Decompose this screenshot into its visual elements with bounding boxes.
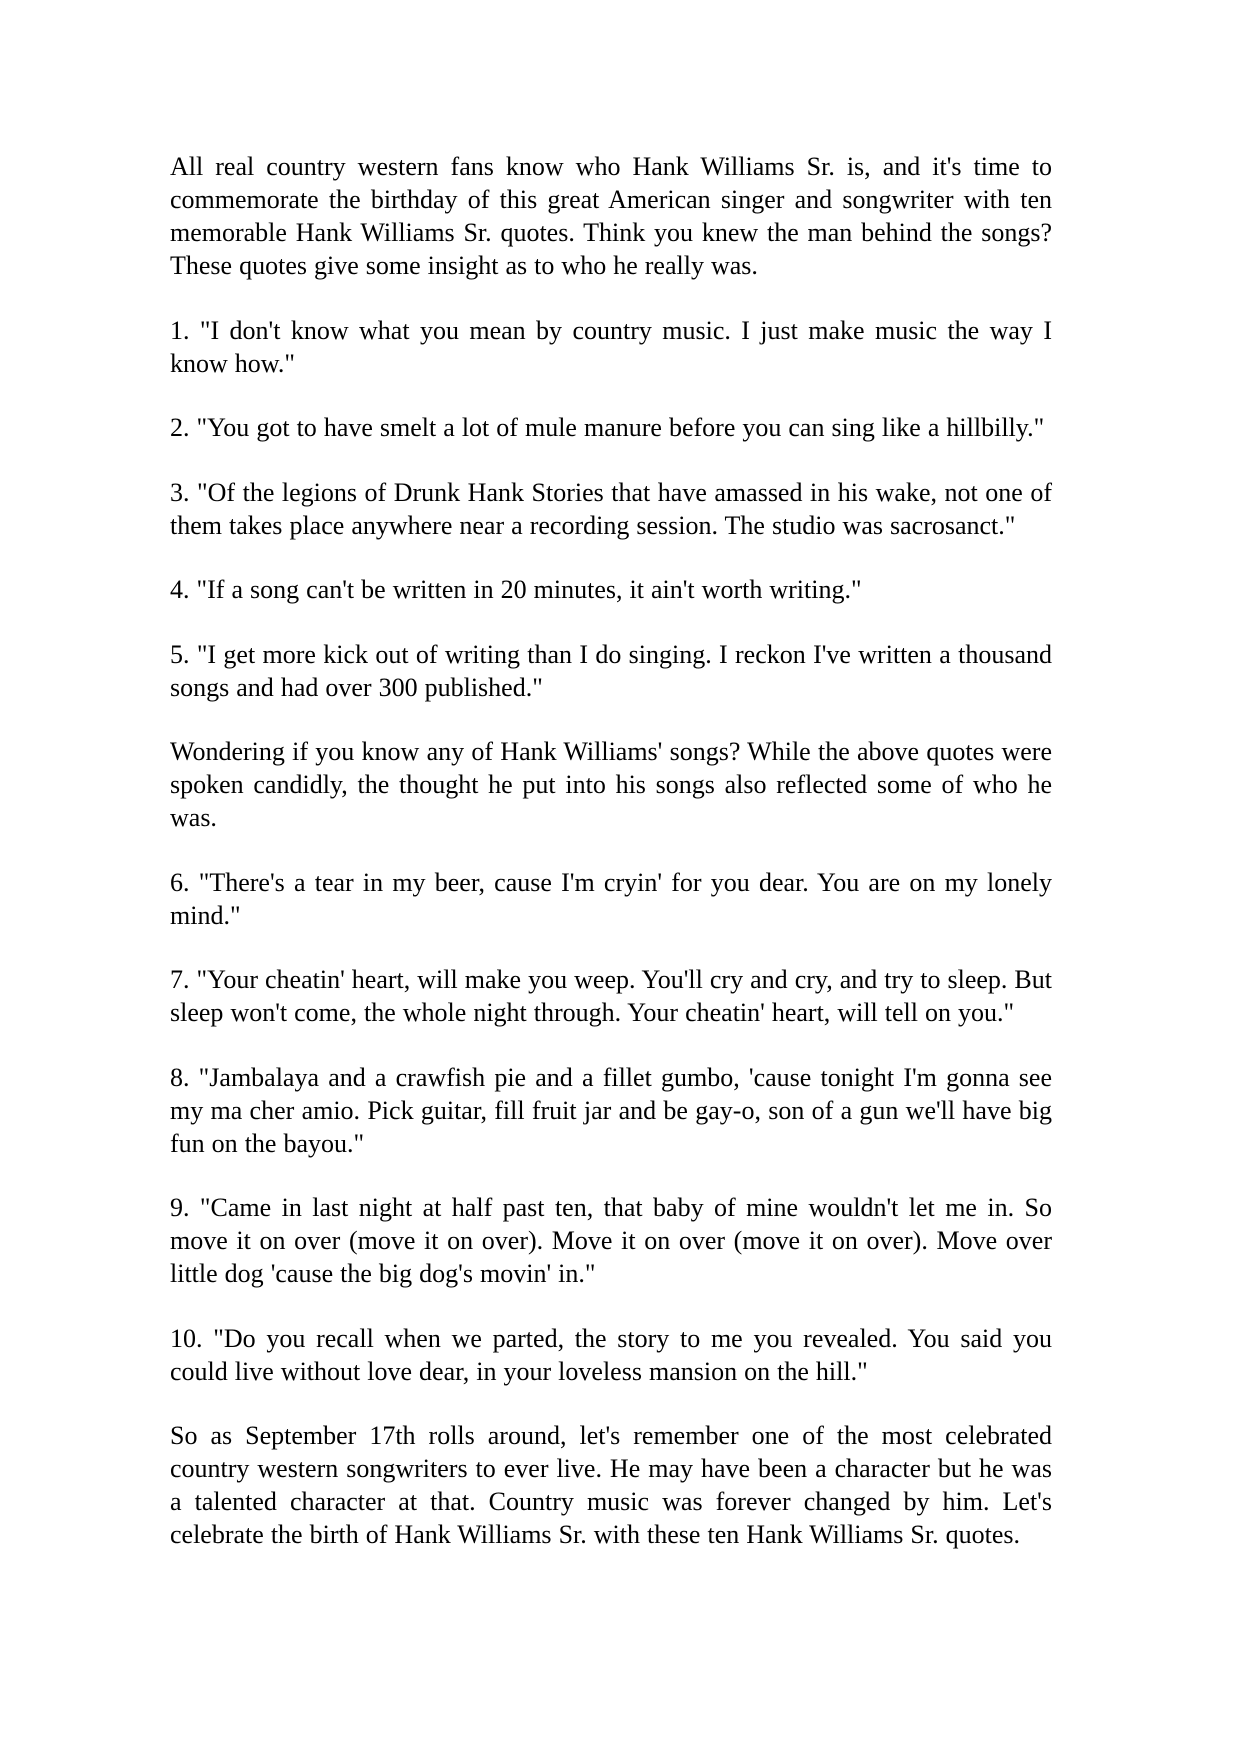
quote-item-4: 4. "If a song can't be written in 20 minutes, it ain't worth writing.": [170, 575, 862, 604]
quote-item-6: 6. "There's a tear in my beer, cause I'm cryin' for you dear. You are on my lonely mind.": [170, 867, 1052, 930]
document-body: [170, 150, 1052, 1551]
quote-item-8: 8. "Jambalaya and a crawfish pie and a fillet gumbo, 'cause tonight I'm gonna see my ma cher amio. Pick guitar, fill fruit jar and be gay-o, son of a gun we'll have big fun on the bayou.": [170, 1062, 1052, 1158]
closing-paragraph: So as September 17th rolls around, let's remember one of the most celebrated country western songwriters to ever live. He may have been a character but he was a talented character at that. Country music was forever changed by him. Let's celebrate the birth of Hank Williams Sr. with these ten Hank Williams Sr. quotes.: [170, 1421, 1052, 1549]
quote-item-2: 2. "You got to have smelt a lot of mule manure before you can sing like a hillbilly.": [170, 413, 1045, 442]
quote-item-3: 3. "Of the legions of Drunk Hank Stories that have amassed in his wake, not one of them takes place anywhere near a recording session. The studio was sacrosanct.": [170, 477, 1052, 540]
quote-item-5: 5. "I get more kick out of writing than I do singing. I reckon I've written a thousand songs and had over 300 published.": [170, 639, 1052, 702]
interlude-paragraph: Wondering if you know any of Hank Williams' songs? While the above quotes were spoken candidly, the thought he put into his songs also reflected some of who he was.: [170, 737, 1052, 832]
quote-item-10: 10. "Do you recall when we parted, the story to me you revealed. You said you could live without love dear, in your loveless mansion on the hill.": [170, 1323, 1052, 1386]
quote-item-7: 7. "Your cheatin' heart, will make you weep. You'll cry and cry, and try to sleep. But sleep won't come, the whole night through. Your cheatin' heart, will tell on you.": [170, 965, 1052, 1027]
quote-item-1: 1. "I don't know what you mean by country music. I just make music the way I know how.": [170, 315, 1052, 378]
quote-item-9: 9. "Came in last night at half past ten, that baby of mine wouldn't let me in. So move it on over (move it on over). Move it on over (move it on over). Move over little dog 'cause the big dog's movin' in.": [170, 1193, 1052, 1288]
intro-paragraph: All real country western fans know who Hank Williams Sr. is, and it's time to commemorate the birthday of this great American singer and songwriter with ten memorable Hank Williams Sr. quotes. Think you knew the man behind the songs? These quotes give some insight as to who he really was.: [170, 152, 1052, 280]
